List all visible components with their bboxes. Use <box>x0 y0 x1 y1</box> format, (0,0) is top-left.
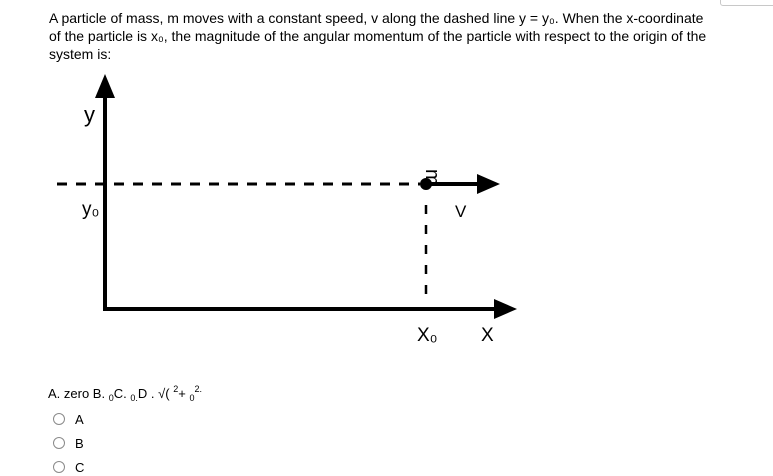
velocity-label: V <box>455 202 467 221</box>
answer-choices-text <box>48 384 202 403</box>
mass-label: m <box>421 169 443 186</box>
option-b[interactable] <box>53 434 84 452</box>
question-text: A particle of mass, m moves with a constant speed, v along the dashed line y = y₀. When the x-coordinate of the particle is x₀, the magnitude of the angular momentum of the particle with respect to the origin of the system is: <box>49 10 707 62</box>
option-label: A <box>75 411 84 427</box>
answer-sup-1: 2 <box>173 384 179 394</box>
y-axis-arrowhead <box>95 74 115 98</box>
radio-button[interactable] <box>53 413 65 425</box>
y-axis-label: y <box>84 102 95 127</box>
option-label: B <box>75 435 84 451</box>
answer-plus: + <box>178 386 186 401</box>
answer-sub-3: 0 <box>189 393 195 403</box>
option-label: C <box>75 459 85 475</box>
radio-button[interactable] <box>53 461 65 473</box>
option-c[interactable] <box>53 458 84 476</box>
answer-prefix: A. zero B. <box>48 386 106 401</box>
y0-label: y₀ <box>82 199 100 220</box>
x-axis-label: X <box>481 325 494 346</box>
answer-sub-1: 0 <box>108 393 114 403</box>
answer-sup-2: 2. <box>194 384 202 394</box>
x0-label: X₀ <box>417 325 438 346</box>
answer-d-label: D . <box>137 386 155 401</box>
answer-c-label: C. <box>113 386 127 401</box>
velocity-arrowhead <box>477 174 500 194</box>
x-axis-arrowhead <box>494 299 517 319</box>
answer-sqrt: √( <box>158 386 170 401</box>
answer-sub-2: 0. <box>130 393 138 403</box>
radio-button[interactable] <box>53 437 65 449</box>
option-a[interactable] <box>53 410 84 428</box>
